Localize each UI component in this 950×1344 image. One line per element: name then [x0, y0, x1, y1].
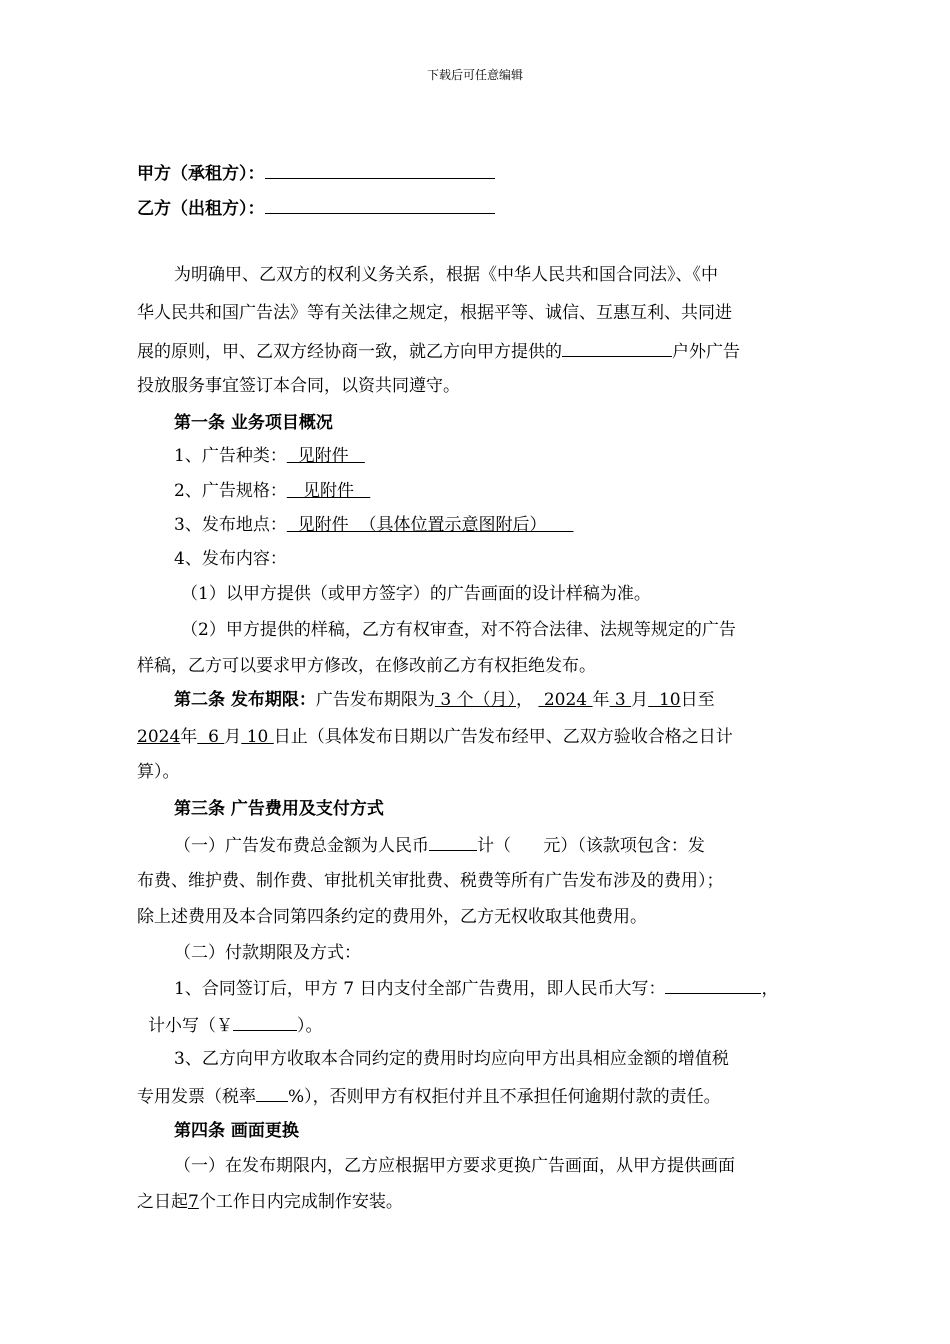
- intro-text: 展的原则，甲、乙双方经协商一致，就乙方向甲方提供的: [137, 342, 562, 362]
- party-a-line: [137, 160, 495, 184]
- text: ，: [516, 690, 539, 710]
- invoice-line-2: [137, 1083, 721, 1107]
- replace-line-2: [137, 1190, 403, 1214]
- article-2-line-2: [137, 725, 733, 749]
- end-year: 2024: [137, 727, 181, 747]
- tax-rate-blank[interactable]: [256, 1083, 288, 1102]
- intro-line-3: [137, 338, 740, 362]
- text: ，: [761, 979, 779, 999]
- fee-line-3: 除上述费用及本合同第四条约定的费用外，乙方无权收取其他费用。: [137, 907, 647, 927]
- content-clause-2-cont: 样稿，乙方可以要求甲方修改，在修改前乙方有权拒绝发布。: [137, 656, 596, 676]
- text: 月: [224, 727, 242, 747]
- fee-amount-blank[interactable]: [429, 832, 477, 851]
- text: 计小写（￥: [148, 1016, 233, 1036]
- invoice-line-1: 3、乙方向甲方收取本合同约定的费用时均应向甲方出具相应金额的增值税: [174, 1049, 729, 1069]
- text: %），否则甲方有权拒付并且不承担任何逾期付款的责任。: [288, 1087, 721, 1107]
- intro-line-1: 为明确甲、乙双方的权利义务关系，根据《中华人民共和国合同法》、《中: [174, 265, 718, 285]
- content-label: 4、发布内容：: [174, 549, 287, 569]
- party-a-label: 甲方（承租方）：: [137, 164, 265, 184]
- fee-line-2: 布费、维护费、制作费、审批机关审批费、税费等所有广告发布涉及的费用）；: [137, 871, 724, 891]
- text: 年: [592, 690, 610, 710]
- start-year: 2024: [538, 690, 593, 710]
- replace-days: 7: [188, 1192, 199, 1212]
- location-line: [174, 513, 573, 537]
- intro-line-2: 华人民共和国广告法》等有关法律之规定，根据平等、诚信、互惠互利、共同进: [137, 303, 732, 323]
- text: 计（ 元）（该款项包含：发: [477, 836, 705, 856]
- article-2-line-1: [174, 688, 715, 712]
- payment-heading: （二）付款期限及方式：: [174, 943, 361, 963]
- amount-capital-blank[interactable]: [665, 975, 761, 994]
- text: 日至: [680, 690, 715, 710]
- intro-line-4: 投放服务事宜签订本合同，以资共同遵守。: [137, 376, 460, 396]
- page-header: 下载后可任意编辑: [426, 68, 523, 82]
- text: 专用发票（税率: [137, 1087, 256, 1107]
- party-b-label: 乙方（出租方）：: [137, 199, 265, 219]
- amount-small-blank[interactable]: [233, 1012, 297, 1031]
- text: 月: [631, 690, 649, 710]
- article-2-title: 第二条 发布期限：: [174, 690, 316, 710]
- text: 日止（具体发布日期以广告发布经甲、乙双方验收合格之日计: [273, 727, 733, 747]
- text: 广告发布期限为: [315, 690, 435, 710]
- ad-type-label: 1、广告种类：: [174, 446, 287, 466]
- party-b-blank[interactable]: [265, 195, 495, 214]
- text: 个工作日内完成制作安装。: [198, 1192, 403, 1212]
- period-value: 3 个（月）: [434, 690, 517, 710]
- start-month: 3: [609, 690, 632, 710]
- article-4-title: 第四条 画面更换: [174, 1121, 299, 1141]
- ad-spec-label: 2、广告规格：: [174, 481, 287, 501]
- text: ）。: [297, 1016, 323, 1036]
- article-1-title: 第一条 业务项目概况: [174, 413, 333, 433]
- payment-line-2: [148, 1012, 323, 1036]
- location-label: 3、发布地点：: [174, 515, 287, 535]
- text: 1、合同签订后，甲方 7 日内支付全部广告费用，即人民币大写：: [174, 979, 666, 999]
- end-day: 10: [241, 727, 274, 747]
- content-clause-2: （2）甲方提供的样稿，乙方有权审查，对不符合法律、法规等规定的广告: [181, 620, 736, 640]
- location-value: 见附件 （具体位置示意图附后）: [286, 515, 574, 535]
- party-a-blank[interactable]: [265, 160, 495, 179]
- end-month: 6: [197, 727, 225, 747]
- ad-type-value: 见附件: [286, 446, 365, 466]
- party-b-line: [137, 195, 495, 219]
- replace-line-1: （一）在发布期限内，乙方应根据甲方要求更换广告画面，从甲方提供画面: [174, 1156, 735, 1176]
- payment-line-1: [174, 975, 778, 999]
- text: （一）广告发布费总金额为人民币: [174, 836, 429, 856]
- article-3-title: 第三条 广告费用及支付方式: [174, 799, 384, 819]
- content-clause-1: （1）以甲方提供（或甲方签字）的广告画面的设计样稿为准。: [181, 584, 651, 604]
- intro-text: 户外广告: [672, 342, 740, 362]
- fee-line-1: [174, 832, 705, 856]
- text: 之日起: [137, 1192, 188, 1212]
- ad-spec-line: [174, 479, 370, 503]
- start-day: 10: [648, 690, 681, 710]
- service-blank[interactable]: [562, 338, 672, 357]
- ad-type-line: [174, 444, 365, 468]
- ad-spec-value: 见附件: [286, 481, 371, 501]
- article-2-line-3: 算）。: [137, 762, 180, 782]
- text: 年: [180, 727, 198, 747]
